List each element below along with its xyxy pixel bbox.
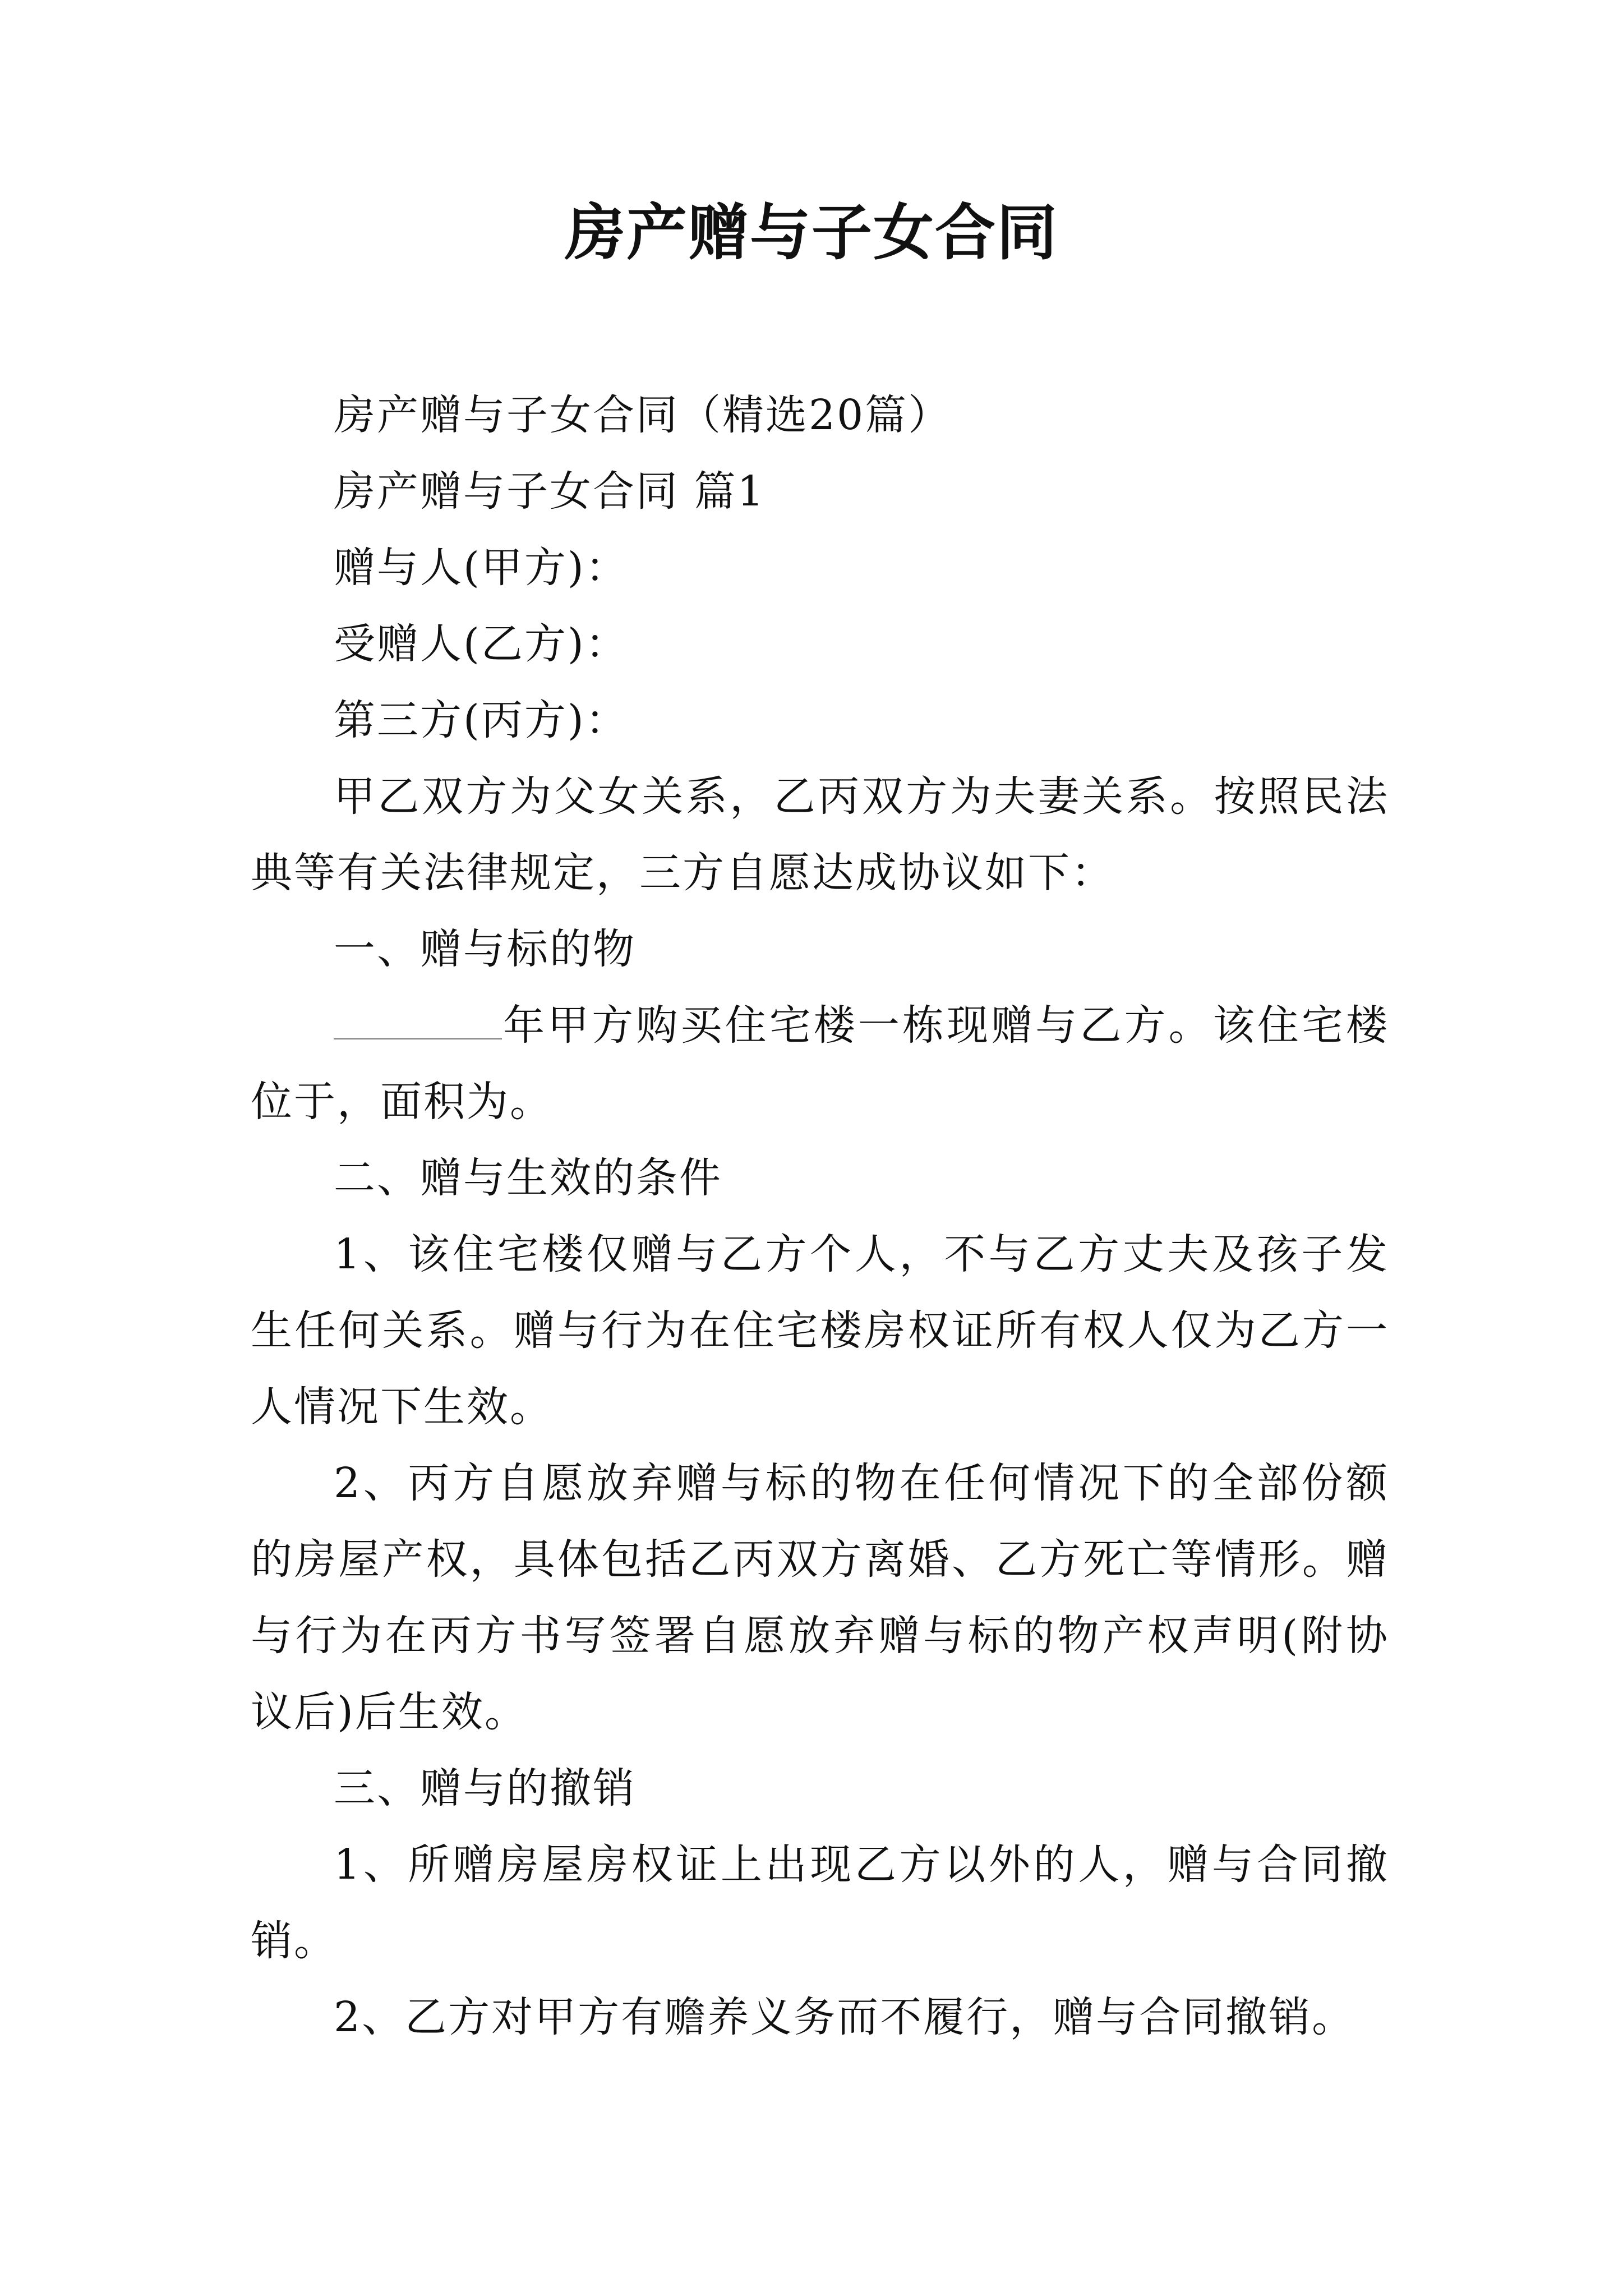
paragraph-clause-2-heading: 二、赠与生效的条件 [334,1154,722,1202]
paragraph-recipient: 受赠人(乙方)： [334,620,629,668]
paragraph-clause-2-2: 2、丙方自愿放弃赠与标的物在任何情况下的全部份额的房屋产权，具体包括乙丙双方离婚、乙方死亡等情形。赠与行为在丙方书写签署自愿放弃赠与标的物产权声明(附协议后)后生效。 [251,1459,1389,1736]
document-body [251,377,1389,2055]
paragraph-donor: 赠与人(甲方)： [334,544,629,592]
document-title: 房产赠与子女合同 [564,197,1058,268]
paragraph-clause-2-1: 1、该住宅楼仅赠与乙方个人，不与乙方丈夫及孩子发生任何关系。赠与行为在住宅楼房权证所有权人仅为乙方一人情况下生效。 [251,1230,1389,1431]
paragraph-clause-3-2: 2、乙方对甲方有赡养义务而不履行，赠与合同撤销。 [334,1993,1355,2041]
paragraph-clause-3-1: 1、所赠房屋房权证上出现乙方以外的人，赠与合同撤销。 [251,1841,1389,1965]
paragraph-clause-1-heading: 一、赠与标的物 [334,925,636,973]
paragraph-relationship: 甲乙双方为父女关系，乙丙双方为夫妻关系。按照民法典等有关法律规定，三方自愿达成协议如下： [251,772,1389,897]
paragraph-third-party: 第三方(丙方)： [334,696,629,744]
paragraph-property-description [251,987,1389,1140]
blank-underline [334,1005,502,1039]
paragraph-clause-3-heading: 三、赠与的撤销 [334,1764,636,1812]
paragraph-subtitle: 房产赠与子女合同（精选20篇） [334,391,952,439]
paragraph-section-heading: 房产赠与子女合同 篇1 [334,467,766,516]
property-description-text: 年甲方购买住宅楼一栋现赠与乙方。该住宅楼位于，面积为。 [251,1001,1389,1126]
